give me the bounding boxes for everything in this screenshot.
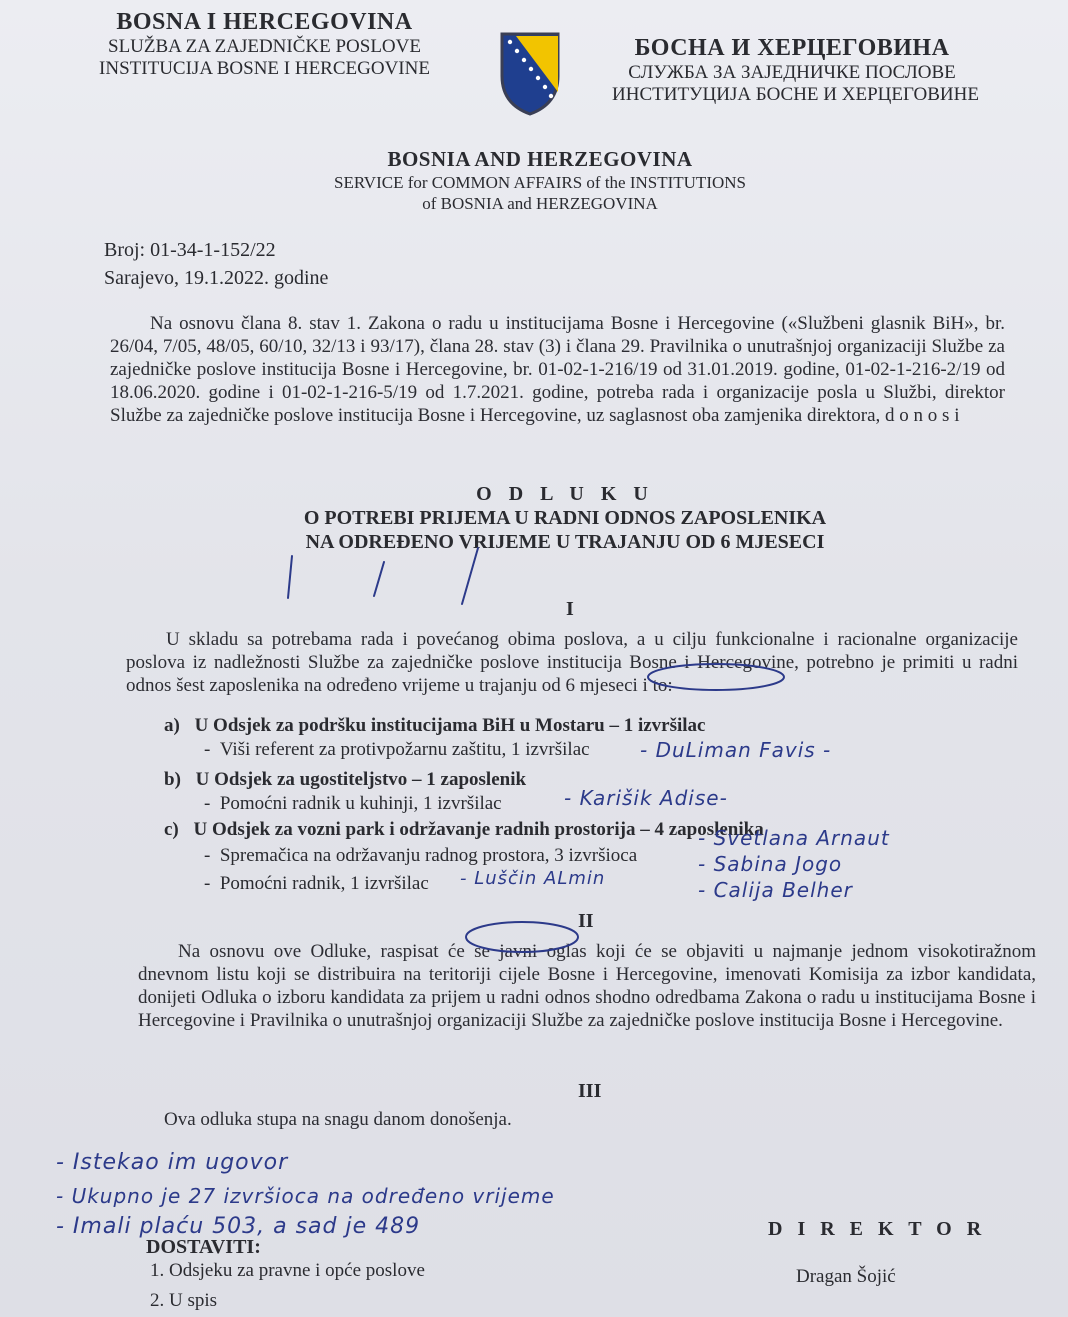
list-item-b-heading: U Odsjek za ugostiteljstvo – 1 zaposlenik xyxy=(195,769,527,790)
list-item-c-sub-2: - Pomoćni radnik, 1 izvršilac xyxy=(204,873,429,894)
handwritten-name-c2: - Sabina Jogo xyxy=(698,852,843,876)
section-1-numeral: I xyxy=(566,598,574,620)
deliver-item-1: 1. Odsjeku za pravne i opće poslove xyxy=(150,1260,425,1281)
list-item-c-sub-1: - Spremačica na održavanju radnog prostora, 3 izvršioca xyxy=(204,845,638,866)
list-item-c-heading: U Odsjek za vozni park i održavanje radnih prostorija – 4 zaposlenika xyxy=(193,819,764,840)
header-right-line1: СЛУЖБА ЗА ЗАЈЕДНИЧКЕ ПОСЛОВЕ xyxy=(628,62,956,83)
header-left-line2: INSTITUCIJA BOSNE I HERCEGOVINE xyxy=(99,58,430,79)
pen-tick-3 xyxy=(462,548,478,604)
pen-tick-1 xyxy=(288,556,292,598)
header-english-title: BOSNIA AND HERZEGOVINA xyxy=(387,147,693,171)
section-3-numeral: III xyxy=(578,1080,602,1102)
document-number: Broj: 01-34-1-152/22 xyxy=(104,239,276,261)
handwritten-name-c3: - Calija Belher xyxy=(698,878,853,902)
section-2-text: Na osnovu ove Odluke, raspisat će se javni oglas koji će se objaviti u najmanje jednom visokotiražnom dnevnom listu koji se distribuira na teritoriji cijele Bosne i Hercegovine, imenovati Komisija za izbor kandidata, donijeti Odluka o izboru kandidata za prijem u radni odnos shodno odredbama Zakona o radu u institucijama Bosne i Hercegovine i Pravilnika o unutrašnjoj organizaciji Službe za zajedničke poslove institucija Bosne i Hercegovine. xyxy=(138,941,1036,1031)
header-right-title: БОСНА И ХЕРЦЕГОВИНА xyxy=(634,35,950,61)
deliver-title: DOSTAVITI: xyxy=(146,1236,261,1258)
handwritten-note-1: - Istekao im ugovor xyxy=(56,1150,289,1175)
header-right-line2: ИНСТИТУЦИЈА БОСНЕ И ХЕРЦЕГОВИНЕ xyxy=(612,84,979,105)
pen-circle-duration xyxy=(648,664,784,690)
section-1-text: U skladu sa potrebama rada i povećanog obima poslova, a u cilju funkcionalne i racionalne organizacije poslova iz nadležnosti Službe za zajedničke poslove institucija Bosne i Hercegovine, potrebno je primiti u radni odnos šest zaposlenika na određeno vrijeme u trajanju od 6 mjeseci i to: xyxy=(126,629,1018,696)
intro-text: Na osnovu člana 8. stav 1. Zakona o radu u institucijama Bosne i Hercegovine («Službeni glasnik BiH», br. 26/04, 7/05, 48/05, 60/10, 32/13 i 93/17), člana 28. stav (3) i člana 29. Pravilnika o unutrašnjoj organizaciji Službe za zajedničke poslove institucija Bosne i Hercegovine, br. 01-02-1-216/19 od 31.01.2019. godine, 01-02-1-216-2/19 od 18.06.2020. godine i 01-02-1-216-5/19 od 1.7.2021. godine, potreba rada i organizacije posla u Službi, direktor Službe za zajedničke poslove institucija Bosne i Hercegovine, uz saglasnost oba zamjenika direktora, d o n o s i xyxy=(110,313,1005,426)
section-3-text: Ova odluka stupa na snagu danom donošenja. xyxy=(164,1109,512,1130)
section-2-numeral: II xyxy=(578,910,594,932)
header-english-line1: SERVICE for COMMON AFFAIRS of the INSTITUTIONS xyxy=(333,173,746,192)
decision-title: O D L U K U xyxy=(476,483,654,505)
list-item-a-sub-1-text: Viši referent za protivpožarnu zaštitu, 1 izvršilac xyxy=(219,739,590,760)
header-english-line2: of BOSNIA and HERZEGOVINA xyxy=(422,194,658,213)
decision-subtitle-1: O POTREBI PRIJEMA U RADNI ODNOS ZAPOSLENIKA xyxy=(303,507,827,529)
deliver-item-2: 2. U spis xyxy=(150,1290,218,1311)
pen-tick-2 xyxy=(374,562,384,596)
list-item-c-sub-2-text: Pomoćni radnik, 1 izvršilac xyxy=(219,873,429,894)
handwritten-name-b: - Karišik Adise- xyxy=(564,786,728,810)
director-name: Dragan Šojić xyxy=(796,1266,896,1287)
handwritten-name-a: - DuLiman Favis - xyxy=(640,738,832,762)
handwritten-note-3: - Imali plaću 503, a sad je 489 xyxy=(56,1214,421,1239)
list-item-c-sub-1-text: Spremačica na održavanju radnog prostora, 3 izvršioca xyxy=(219,845,638,866)
director-title: D I R E K T O R xyxy=(768,1218,987,1240)
decision-subtitle-2: NA ODREĐENO VRIJEME U TRAJANJU OD 6 MJESECI xyxy=(305,531,825,553)
header-left-line1: SLUŽBA ZA ZAJEDNIČKE POSLOVE xyxy=(108,36,421,57)
handwritten-name-c4: - Luščin ALmin xyxy=(460,868,606,889)
handwritten-note-2: - Ukupno je 27 izvršioca na određeno vrijeme xyxy=(56,1184,555,1208)
list-item-c-letter: c) xyxy=(164,819,179,840)
header-left-title: BOSNA I HERCEGOVINA xyxy=(116,9,413,35)
list-item-b-sub-1-text: Pomoćni radnik u kuhinji, 1 izvršilac xyxy=(219,793,502,814)
list-item-b-letter: b) xyxy=(164,769,181,790)
list-item-b-sub-1: - Pomoćni radnik u kuhinji, 1 izvršilac xyxy=(204,793,502,814)
list-item-a-sub-1: - Viši referent za protivpožarnu zaštitu, 1 izvršilac xyxy=(204,739,590,760)
pen-circle-javni-oglas xyxy=(466,922,578,952)
handwritten-name-c1: - Svetlana Arnaut xyxy=(698,826,890,850)
list-item-a-heading: U Odsjek za podršku institucijama BiH u Mostaru – 1 izvršilac xyxy=(194,715,706,736)
document-place-date: Sarajevo, 19.1.2022. godine xyxy=(104,267,329,289)
list-item-a-letter: a) xyxy=(164,715,180,736)
